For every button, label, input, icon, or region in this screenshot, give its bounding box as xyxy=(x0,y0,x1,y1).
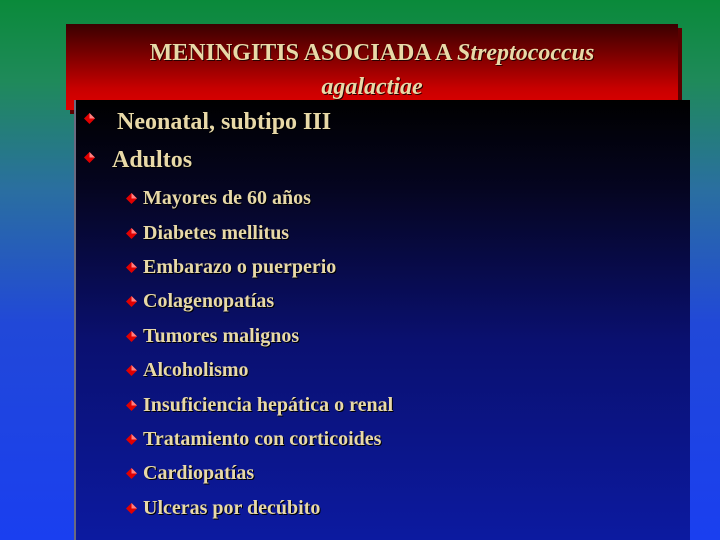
list-item-neonatal: Neonatal, subtipo III xyxy=(117,109,332,135)
red-diamond-bullet-icon xyxy=(126,503,137,514)
slide-title-line-2 xyxy=(66,74,678,101)
sublist-item: Ulceras por decúbito xyxy=(143,497,321,519)
red-diamond-bullet-icon xyxy=(126,262,137,273)
sublist-item: Tratamiento con corticoides xyxy=(143,428,382,450)
list-item-adultos: Adultos xyxy=(112,147,193,173)
slide-title-line-1 xyxy=(66,40,678,67)
sublist-item: Cardiopatías xyxy=(143,462,255,484)
red-diamond-bullet-icon xyxy=(126,193,137,204)
sublist-item: Diabetes mellitus xyxy=(143,222,290,244)
red-diamond-bullet-icon xyxy=(84,152,95,163)
title-genus: Streptococcus xyxy=(457,40,595,66)
sublist-item: Alcoholismo xyxy=(143,359,249,381)
red-diamond-bullet-icon xyxy=(84,113,95,124)
title-banner xyxy=(66,24,678,110)
sublist-item: Mayores de 60 años xyxy=(143,187,311,209)
sublist-item: Embarazo o puerperio xyxy=(143,256,337,278)
red-diamond-bullet-icon xyxy=(126,365,137,376)
red-diamond-bullet-icon xyxy=(126,468,137,479)
sublist-item: Tumores malignos xyxy=(143,325,300,347)
red-diamond-bullet-icon xyxy=(126,434,137,445)
title-prefix: MENINGITIS ASOCIADA A xyxy=(149,40,458,66)
red-diamond-bullet-icon xyxy=(126,296,137,307)
red-diamond-bullet-icon xyxy=(126,331,137,342)
sublist-item: Colagenopatías xyxy=(143,290,275,312)
title-species: agalactiae xyxy=(321,74,423,100)
red-diamond-bullet-icon xyxy=(126,400,137,411)
red-diamond-bullet-icon xyxy=(126,228,137,239)
sublist-item: Insuficiencia hepática o renal xyxy=(143,394,394,416)
